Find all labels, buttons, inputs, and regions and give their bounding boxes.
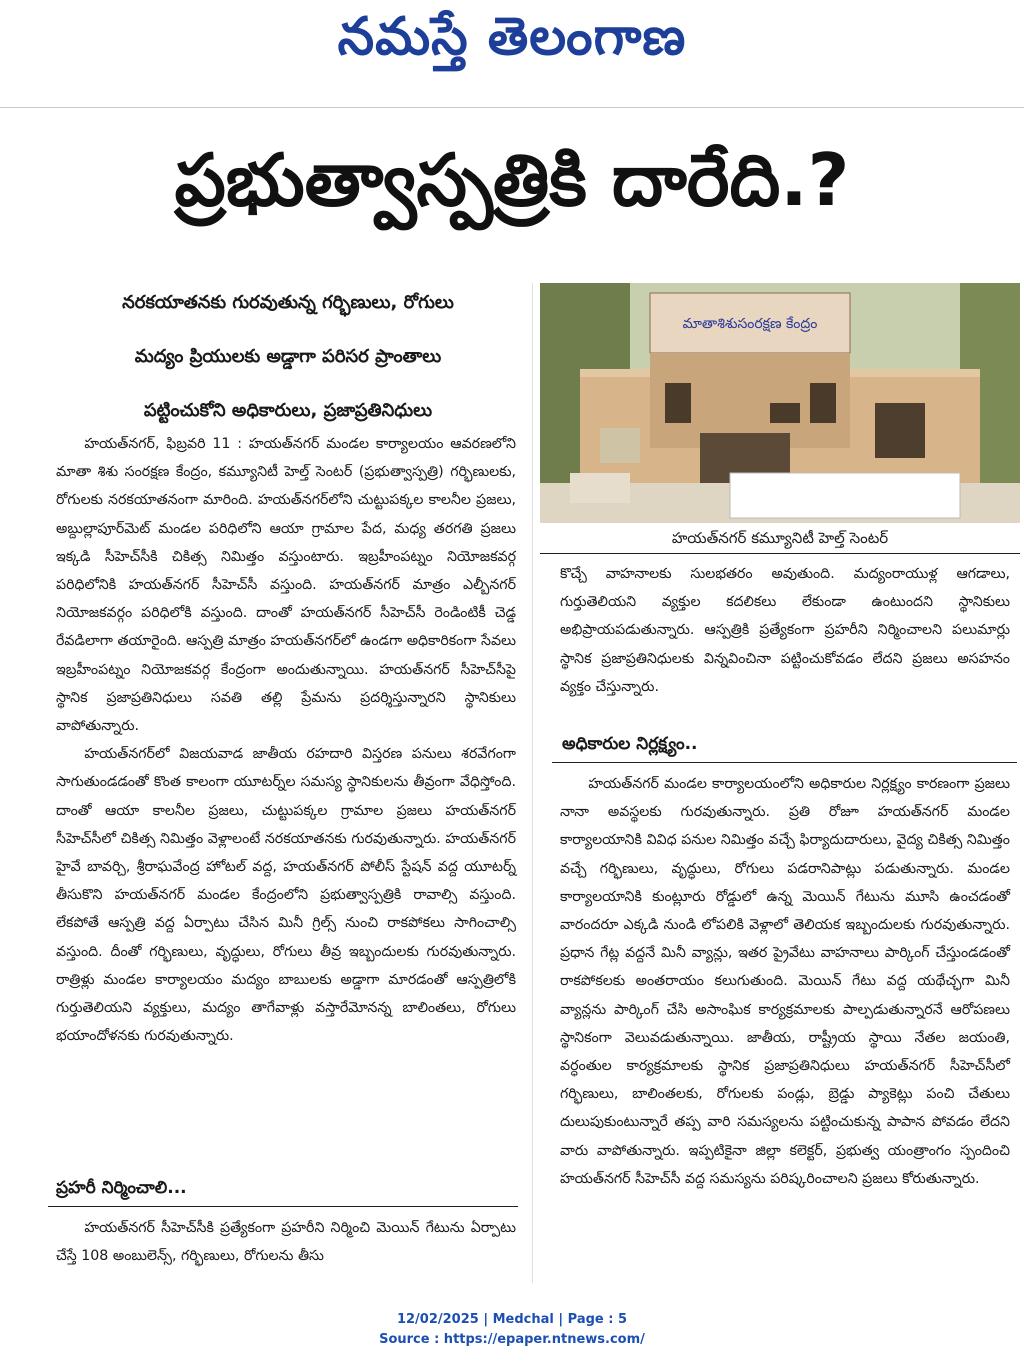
paragraph: హయత్‌నగర్, ఫిబ్రవరి 11 : హయత్‌నగర్ మండల కార్యాలయం ఆవరణలోని మాతా శిశు సంరక్షణ కేంద్రం, కమ్యూనిటీ హెల్త్ సెంటర్ (ప్రభుత్వాస్పత్రి) గర్భిణులకు, రోగులకు నరకయాతనంగా మారింది. హయత్‌నగర్‌లోని చుట్టుపక్కల కాలనీల ప్రజలు, అబ్దుల్లాపూర్‌మెట్ మండల పరిధిలోని ఆయా గ్రామాల పేద, మధ్య తరగతి ప్రజలు ఇక్కడి సీహెచ్‌సీకి చికిత్స నిమిత్తం వస్తుంటారు. ఇబ్రహీంపట్నం నియోజకవర్గ పరిధిలోనికి హయత్‌నగర్ సీహెచ్‌సీ వస్తుంది. హయత్‌నగర్ మాత్రం ఎల్బీనగర్ నియోజకవర్గం పరిధిలోకి వస్తుంది. దాంతో హయత్‌నగర్ సీహెచ్‌సీ రెండింటికీ చెడ్డ రేవడిలాగా తయారైంది. ఆస్పత్రి మాత్రం హయత్‌నగర్‌లో ఉండగా అధికారికంగా సేవలు ఇబ్రహీంపట్నం నియోజకవర్గ కేంద్రంగా అందుతున్నాయి. హయత్‌నగర్ సీహెచ్‌సీపై స్థానిక ప్రజాప్రతినిధులు సవతి తల్లి ప్రేమను ప్రదర్శిస్తున్నారని స్థానికులు వాపోతున్నారు. bbox=[56, 436, 516, 735]
paragraph: కొచ్చే వాహనాలకు సులభతరం అవుతుంది. మద్యంరాయుళ్ల ఆగడాలు, గుర్తుతెలియని వ్యక్తుల కదలికలు లేకుండా ఉంటుందని స్థానికులు అభిప్రాయపడుతున్నారు. ఆస్పత్రికి ప్రత్యేకంగా ప్రహరీని నిర్మించాలని పలుమార్లు స్థానిక ప్రజాప్రతినిధులకు విన్నవించినా పట్టించుకోవడం లేదని ప్రజలు అసహనం వ్యక్తం చేస్తున్నారు. bbox=[560, 566, 1010, 695]
footer-source bbox=[0, 1332, 1024, 1347]
photo-caption: హయత్‌నగర్ కమ్యూనిటీ హెల్త్ సెంటర్ bbox=[671, 529, 889, 547]
subhead: పట్టించుకోని అధికారులు, ప్రజాప్రతినిధులు bbox=[143, 400, 433, 421]
right-column-continuation bbox=[560, 560, 1010, 701]
paragraph: హయత్‌నగర్ మండల కార్యాలయంలోని అధికారుల నిర్లక్ష్యం కారణంగా ప్రజలు నానా అవస్థలకు గురవుతున్నారు. ప్రతి రోజూ హయత్‌నగర్ మండల కార్యాలయానికి వివిధ పనుల నిమిత్తం వచ్చే ఫిర్యాదుదారులు, వైద్య చికిత్స నిమిత్తం వచ్చే గర్భిణులు, వృద్ధులు, రోగులు పడరానిపాట్లు పడుతున్నారు. మండల కార్యాలయానికి కుంట్లూరు రోడ్డులో ఉన్న మెయిన్ గేటును మూసి ఉంచడంతో వారందరూ ఎక్కడి నుండి లోపలికి వెళ్లాలో తెలియక ఇబ్బందులకు గురవుతున్నారు. ప్రధాన గేట్ల వద్దనే మినీ వ్యాన్లు, ఇతర ప్రైవేటు వాహనాలు పార్కింగ్ చేస్తుండడంతో రాకపోకలకు అంతరాయం కలుగుతుంది. మెయిన్ గేటు వద్ద యథేచ్ఛగా మినీ వ్యాన్లను పార్కింగ్ చేసి అసాంఘిక కార్యక్రమాలకు పాల్పడుతున్నారనే ఆరోపణలు స్థానికంగా వెలువడుతున్నాయి. జాతీయ, రాష్ట్రీయ స్థాయి నేతల జయంతి, వర్ధంతుల కార్యక్రమాలకు స్థానిక ప్రజాప్రతినిధులు హయత్‌నగర్ సీహెచ్‌సీలో గర్భిణులు, బాలింతలకు, రోగులకు పండ్లు, బ్రెడ్డు ప్యాకెట్లు పంచి చేతులు దులుపుకుంటున్నారే తప్ప వారి సమస్యలను పట్టించుకున్న పాపాన పోవడం లేదని వారు వాపోతున్నారు. ఇప్పటికైనా జిల్లా కలెక్టర్, ప్రభుత్వ యంత్రాంగం స్పందించి హయత్‌నగర్ సీహెచ్‌సీ వద్ద సమస్యను పరిష్కరించాలని ప్రజలు కోరుతున్నారు. bbox=[560, 776, 1010, 1187]
section-heading: ప్రహరీ నిర్మించాలి... bbox=[56, 1178, 187, 1198]
section-divider bbox=[48, 1206, 518, 1207]
caption-divider bbox=[540, 553, 1020, 554]
masthead bbox=[0, 0, 1024, 100]
building-photo bbox=[540, 283, 1020, 523]
section-heading: అధికారుల నిర్లక్ష్యం.. bbox=[562, 734, 698, 754]
left-column-text bbox=[56, 430, 516, 1050]
subheads bbox=[48, 283, 528, 445]
source-link[interactable]: Source : https://epaper.ntnews.com/ bbox=[379, 1332, 645, 1347]
right-section-text bbox=[560, 770, 1010, 1193]
paragraph: హయత్‌నగర్ సీహెచ్‌సీకి ప్రత్యేకంగా ప్రహరీని నిర్మించి మెయిన్ గేటును ఏర్పాటు చేస్తే 108 అంబులెన్స్, గర్భిణులు, రోగులను తీసు bbox=[56, 1220, 516, 1265]
photo-sign-text: మాతాశిశుసంరక్షణ కేంద్రం bbox=[682, 316, 818, 332]
paragraph: హయత్‌నగర్‌లో విజయవాడ జాతీయ రహదారి విస్తరణ పనులు శరవేగంగా సాగుతుండడంతో కొంత కాలంగా యూటర్న్‌ల సమస్య స్థానికులను తీవ్రంగా వేధిస్తోంది. దాంతో ఆయా కాలనీల ప్రజలు, చుట్టుపక్కల గ్రామాల ప్రజలు హయత్‌నగర్ సీహెచ్‌సీలో చికిత్స నిమిత్తం వెళ్లాలంటే నరకయాతనకు గురవుతున్నారు. హయత్‌నగర్ హైవే బావర్చి, శ్రీరాఘవేంద్ర హోటల్ వద్ద, హయత్‌నగర్ పోలీస్ స్టేషన్ వద్ద యూటర్న్ తీసుకొని హయత్‌నగర్ మండల కేంద్రంలోని ప్రభుత్వాస్పత్రికి రావాల్సి వస్తుంది. లేకపోతే ఆస్పత్రి వద్ద ఏర్పాటు చేసిన మినీ గ్రిల్స్ నుంచి రాకపోకలు సాగించాల్సి వస్తుంది. దీంతో గర్భిణులు, వృద్ధులు, రోగులు తీవ్ర ఇబ్బందులకు గురవుతున్నారు. రాత్రిళ్లు మండల కార్యాలయం మద్యం బాబులకు అడ్డాగా మారడంతో ఆస్పత్రిలోకి గుర్తుతెలియని వ్యక్తులు, మద్యం తాగేవాళ్లు వస్తారేమోనన్న బాలింతలు, రోగులు భయాందోళనకు గురవుతున్నారు. bbox=[56, 746, 516, 1045]
newspaper-logo: నమస్తే తెలంగాణ bbox=[337, 6, 687, 67]
headline: ప్రభుత్వాస్పత్రికి దారేది.? bbox=[174, 138, 850, 222]
footer-date-page: 12/02/2025 | Medchal | Page : 5 bbox=[396, 1312, 628, 1327]
subhead: నరకయాతనకు గురవుతున్న గర్భిణులు, రోగులు bbox=[122, 292, 454, 313]
left-section-text bbox=[56, 1214, 516, 1270]
subhead: మద్యం ప్రియులకు అడ్డాగా పరిసర ప్రాంతాలు bbox=[134, 346, 442, 367]
masthead-divider bbox=[0, 107, 1024, 108]
section-divider bbox=[552, 762, 1017, 763]
news-photo bbox=[540, 283, 1020, 523]
column-divider bbox=[532, 283, 533, 1283]
